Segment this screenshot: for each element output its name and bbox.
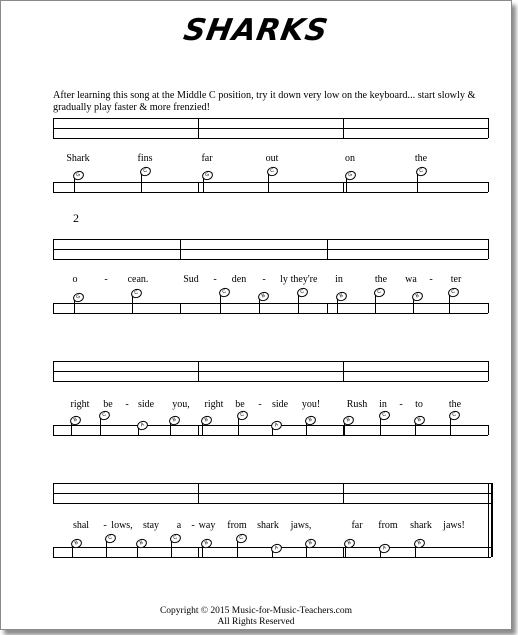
bar-line: [343, 182, 344, 192]
note-head: B: [257, 291, 270, 303]
staff-line: [53, 493, 491, 494]
lyric-syllable: Sud: [183, 274, 199, 285]
note-head: A: [136, 420, 149, 432]
note-head: B: [335, 291, 348, 303]
staff-line: [53, 182, 488, 183]
lyric-syllable: o: [72, 274, 78, 285]
bar-line: [198, 361, 199, 381]
note-head: G: [201, 170, 214, 182]
lyric-syllable: on: [345, 153, 355, 164]
lyric-syllable: jaws,: [290, 520, 312, 531]
staff-line: [53, 503, 491, 504]
staff-line: [53, 361, 488, 362]
lyric-syllable: -: [104, 274, 108, 285]
note-head: G: [344, 170, 357, 182]
lyric-syllable: you,: [172, 399, 190, 410]
lyric-syllable: the: [414, 153, 428, 164]
bar-line: [198, 483, 199, 503]
bar-line: [488, 118, 489, 138]
note-head: B: [168, 415, 181, 427]
bar-line: [53, 182, 54, 192]
note-head: C: [296, 287, 309, 299]
note-head: A: [270, 420, 283, 432]
note-head: C: [266, 166, 279, 178]
bar-line: [343, 361, 344, 381]
bar-line: [198, 118, 199, 138]
lyric-syllable: far: [351, 520, 363, 531]
measure-number: 2: [73, 211, 79, 225]
note-head: B: [69, 415, 82, 427]
note-head: A: [270, 543, 283, 555]
lyric-syllable: to: [415, 399, 423, 410]
lyric-syllable: out: [265, 153, 279, 164]
copyright-notice: [1, 606, 511, 628]
bar-line: [343, 547, 344, 557]
bar-line: [488, 182, 489, 192]
lyric-syllable: be: [103, 399, 113, 410]
note-head: A: [378, 543, 391, 555]
staff-line: [53, 138, 488, 139]
note-head: C: [415, 166, 428, 178]
lyric-syllable: be: [235, 399, 245, 410]
lyric-syllable: you!: [301, 399, 321, 410]
lyric-syllable: ly: [280, 274, 288, 285]
note-head: C: [378, 410, 391, 422]
staff-line: [53, 259, 488, 260]
bar-line: [53, 118, 54, 138]
bar-line: [198, 547, 199, 557]
note-head: B: [200, 415, 213, 427]
lyric-syllable: far: [201, 153, 213, 164]
note-head: C: [169, 533, 182, 545]
lyric-syllable: jaws!: [443, 520, 465, 531]
lyric-syllable: lows,: [111, 520, 133, 531]
staff-line: [53, 371, 488, 372]
bar-line: [180, 303, 181, 313]
lyric-syllable: cean.: [127, 274, 149, 285]
note-head: C: [98, 410, 111, 422]
staff-line: [53, 239, 488, 240]
lyric-syllable: shal: [72, 520, 90, 531]
note-head: C: [373, 287, 386, 299]
lyric-syllable: side: [137, 399, 155, 410]
lyric-syllable: -: [125, 399, 129, 410]
staff-line: [53, 192, 488, 193]
staff-line: [53, 249, 488, 250]
staff-line: [53, 303, 488, 304]
copyright-line: Copyright © 2015 Music-for-Music-Teachers.com: [159, 606, 353, 616]
lyric-syllable: wa: [405, 274, 417, 285]
bar-line: [53, 547, 54, 557]
staff-line: [53, 483, 491, 484]
lyric-syllable: stay: [142, 520, 160, 531]
note-head: C: [447, 287, 460, 299]
lyric-syllable: shark: [257, 520, 279, 531]
lyric-syllable: side: [271, 399, 289, 410]
note-head: B: [413, 415, 426, 427]
lyric-syllable: -: [429, 274, 433, 285]
bar-line: [198, 425, 199, 435]
lyric-syllable: -: [213, 274, 217, 285]
note-head: B: [135, 538, 148, 550]
lyric-syllable: fins: [137, 153, 153, 164]
bar-line: [327, 303, 328, 313]
note-head: C: [104, 533, 117, 545]
lyric-syllable: -: [103, 520, 107, 531]
lyric-syllable: they're: [290, 274, 318, 285]
lyric-syllable: shark: [410, 520, 432, 531]
lyric-syllable: in: [335, 274, 343, 285]
bar-line: [53, 483, 54, 503]
rights-line: All Rights Reserved: [217, 617, 295, 627]
lyric-syllable: right: [204, 399, 224, 410]
bar-line: [488, 303, 489, 313]
staff-line: [53, 557, 491, 558]
lyric-syllable: from: [378, 520, 398, 531]
note-head: C: [218, 287, 231, 299]
note-head: C: [130, 288, 143, 300]
bar-line: [198, 182, 199, 192]
note-head: C: [448, 410, 461, 422]
note-head: B: [411, 291, 424, 303]
lyric-syllable: right: [70, 399, 90, 410]
lyric-syllable: way: [198, 520, 216, 531]
lyric-syllable: -: [399, 399, 403, 410]
note-head: B: [304, 415, 317, 427]
lyric-syllable: -: [262, 274, 266, 285]
song-title: SHARKS: [180, 13, 332, 48]
bar-line: [180, 239, 181, 259]
note-head: C: [139, 166, 152, 178]
note-head: B: [342, 415, 355, 427]
bar-line: [343, 483, 344, 503]
staff-line: [53, 118, 488, 119]
lyric-syllable: Shark: [66, 153, 90, 164]
intro-instructions: After learning this song at the Middle C position, try it down very low on the keyboard... start slowly & gradually play faster & more frenzied!: [53, 90, 476, 113]
lyric-syllable: a: [176, 520, 182, 531]
bar-line: [488, 425, 489, 435]
final-bar-line: [488, 483, 489, 557]
lyric-syllable: the: [448, 399, 462, 410]
note-head: B: [304, 538, 317, 550]
note-head: B: [343, 538, 356, 550]
bar-line: [53, 239, 54, 259]
lyric-syllable: den: [231, 274, 247, 285]
note-head: B: [70, 538, 83, 550]
note-head: C: [235, 533, 248, 545]
note-head: C: [236, 410, 249, 422]
final-bar-line: [491, 483, 493, 557]
lyric-syllable: the: [374, 274, 388, 285]
bar-line: [488, 361, 489, 381]
lyric-syllable: from: [227, 520, 247, 531]
bar-line: [327, 239, 328, 259]
bar-line: [53, 303, 54, 313]
note-head: G: [72, 292, 85, 304]
lyric-syllable: -: [191, 520, 195, 531]
lyric-syllable: in: [379, 399, 387, 410]
lyric-syllable: ter: [450, 274, 462, 285]
bar-line: [343, 118, 344, 138]
staff-line: [53, 128, 488, 129]
bar-line: [53, 361, 54, 381]
staff-line: [53, 313, 488, 314]
note-head: B: [200, 538, 213, 550]
staff-line: [53, 435, 488, 436]
lyric-syllable: -: [258, 399, 262, 410]
staff-line: [53, 381, 488, 382]
lyric-syllable: Rush: [346, 399, 368, 410]
note-head: G: [72, 170, 85, 182]
note-head: B: [413, 538, 426, 550]
bar-line: [488, 239, 489, 259]
bar-line: [53, 425, 54, 435]
